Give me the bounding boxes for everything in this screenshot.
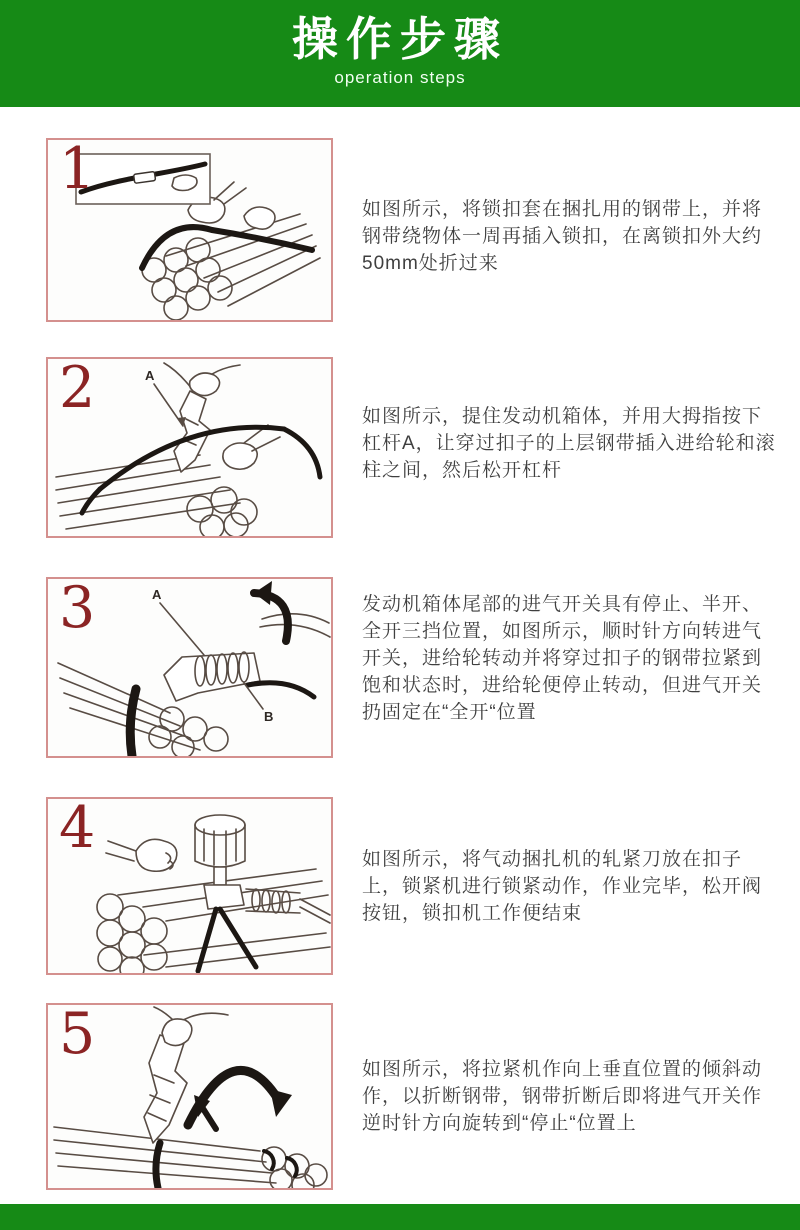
- step-2-figure-box: [46, 357, 333, 538]
- header-banner: [0, 0, 800, 107]
- footer-bar: [0, 1204, 800, 1230]
- step-1-description: 如图所示，将锁扣套在捆扎用的钢带上，并将钢带绕物体一周再插入锁扣，在离锁扣外大约50mm处折过来: [362, 199, 763, 274]
- step-4-figure-box: [46, 797, 333, 975]
- svg-text:B: B: [264, 709, 274, 724]
- svg-text:A: A: [152, 587, 162, 602]
- step-5-description: 如图所示，将拉紧机作向上垂直位置的倾斜动作，以折断钢带，钢带折断后即将进气开关作逆时针方向旋转到“停止“位置上: [362, 1059, 763, 1134]
- step-2-number: 2: [59, 355, 96, 421]
- step-5-number: 5: [59, 1001, 96, 1067]
- step-3-figure-box: [46, 577, 333, 758]
- step-4-number: 4: [59, 795, 96, 861]
- step-3-description: 发动机箱体尾部的进气开关具有停止、半开、全开三挡位置，如图所示，顺时针方向转进气开关，进给轮转动并将穿过扣子的钢带拉紧到饱和状态时，进给轮便停止转动，但进气开关扔固定在“全开“位置: [362, 594, 763, 723]
- step-2-description: 如图所示，提住发动机箱体，并用大拇指按下杠杆A，让穿过扣子的上层钢带插入进给轮和滚柱之间，然后松开杠杆: [362, 406, 776, 481]
- step-4-description: 如图所示，将气动捆扎机的轧紧刀放在扣子上，锁紧机进行锁紧动作，作业完毕，松开阀按钮，锁扣机工作便结束: [362, 849, 763, 924]
- step-5-figure-box: [46, 1003, 333, 1190]
- page-subtitle: operation steps: [334, 68, 466, 88]
- svg-text:A: A: [145, 368, 155, 383]
- step-1-figure-box: [46, 138, 333, 322]
- page-title: 操作步骤: [292, 13, 508, 65]
- step-1-number: 1: [59, 136, 96, 202]
- step-3-number: 3: [59, 575, 96, 641]
